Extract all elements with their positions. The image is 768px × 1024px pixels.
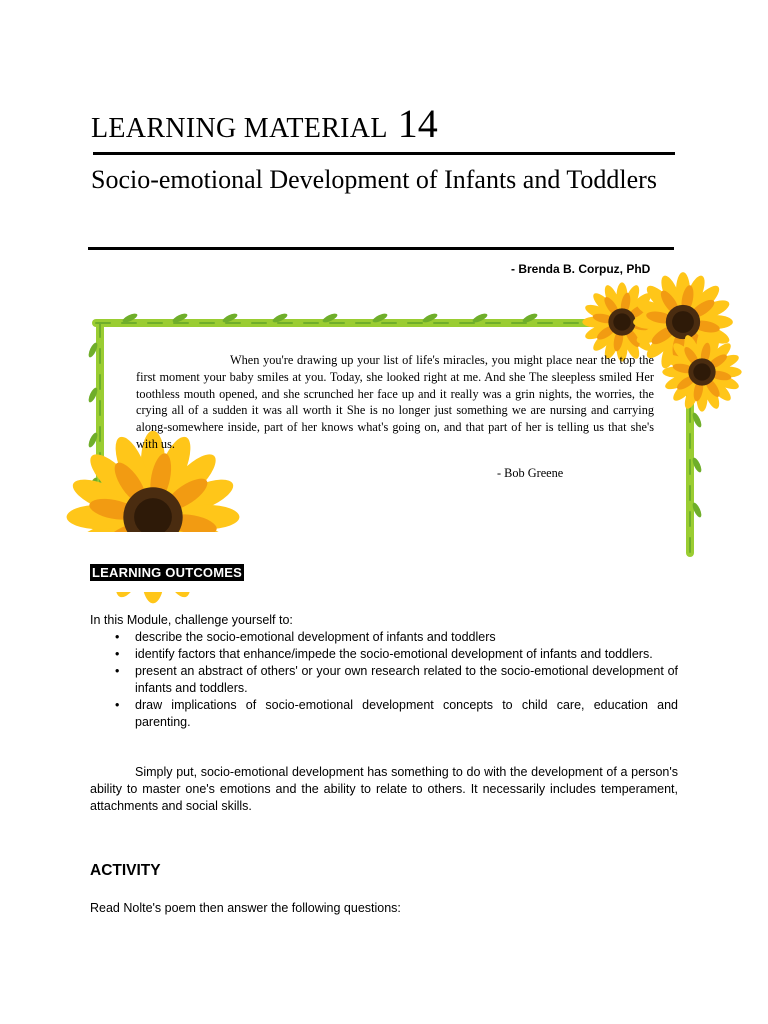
title-number: 14: [397, 101, 438, 146]
title-words: LEARNING MATERIAL: [91, 113, 388, 144]
outcome-text: draw implications of socio-emotional development concepts to child care, education and parenting.: [135, 697, 678, 729]
outcomes-list: [90, 629, 678, 730]
outcome-text: identify factors that enhance/impede the socio-emotional development of infants and toddlers.: [135, 646, 653, 661]
list-item: [90, 646, 678, 663]
outcomes-intro: In this Module, challenge yourself to:: [90, 613, 293, 627]
author-line: - Brenda B. Corpuz, PhD: [511, 262, 651, 276]
bullet-icon: •: [115, 646, 120, 661]
outcome-text: describe the socio-emotional development of infants and toddlers: [135, 630, 496, 644]
outcome-text: present an abstract of others' or your own research related to the socio-emotional development of infants and toddlers.: [135, 663, 678, 695]
bullet-icon: •: [115, 630, 120, 644]
quote-text: When you're drawing up your list of life's miracles, you might place near the top the first moment your baby smiles at you. Today, she looked right at me. And she The sleepless smiled Her toothless mouth opened, and she scrunched her face up and it really was a grin nights, the worries, the crying all of a sudden it was all worth it She is no longer just something we are nursing and carrying along-somewhere inside, part of her knows what's going on, and that part of her is telling us that she's with us.: [136, 353, 654, 451]
quote-attribution: - Bob Greene: [497, 466, 564, 480]
activity-heading: ACTIVITY: [90, 862, 161, 879]
list-item: [90, 697, 678, 731]
learning-outcomes-heading: LEARNING OUTCOMES: [92, 565, 243, 580]
list-item: [90, 629, 678, 646]
sunflower-icon: [662, 332, 741, 411]
bullet-icon: •: [115, 697, 120, 712]
activity-instruction: Read Nolte's poem then answer the following questions:: [90, 901, 401, 915]
bullet-icon: •: [115, 663, 120, 678]
page-subtitle: Socio-emotional Development of Infants and Toddlers: [91, 165, 657, 194]
summary-paragraph: Simply put, socio-emotional development has something to do with the development of a person's ability to master one's emotions and the ability to relate to others. It necessarily includes temperament, attachments and social skills.: [90, 765, 678, 813]
list-item: [90, 663, 678, 697]
